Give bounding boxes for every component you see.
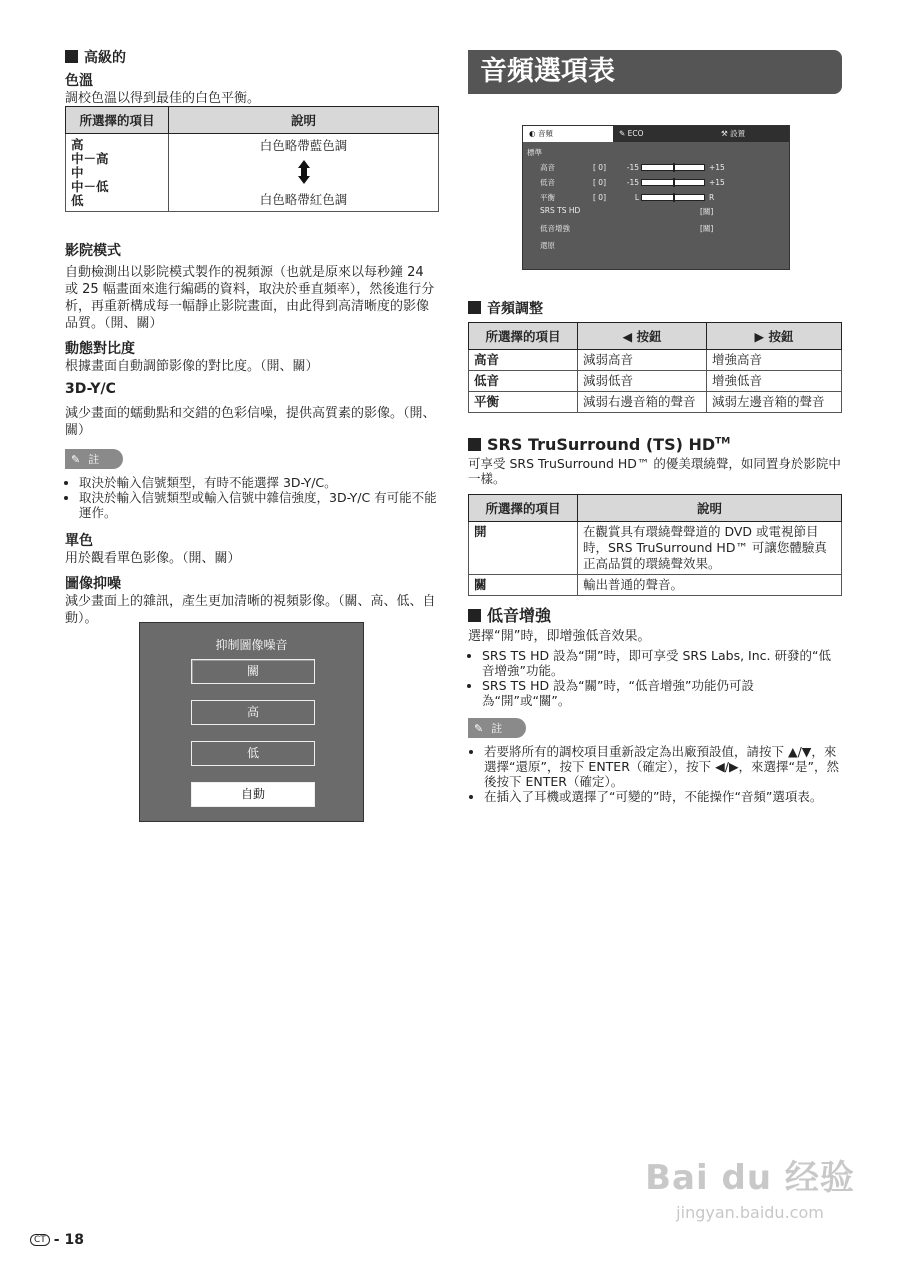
temp-items: 高 中－高 中 中－低 低 xyxy=(66,134,169,212)
slider-knob[interactable] xyxy=(673,193,675,202)
table-header: 所選擇的項目 xyxy=(469,323,578,350)
osd-bass-row[interactable]: 低音增強 [關] xyxy=(540,224,714,233)
page-title-banner: 音頻選項表 xyxy=(468,50,842,94)
watermark-brand: Bai du 经验 xyxy=(645,1158,855,1198)
table-row: 關 輸出普通的聲音。 xyxy=(469,575,842,596)
bass-section xyxy=(468,603,842,804)
slider-track[interactable] xyxy=(641,194,705,201)
color-temp-title: 色溫 xyxy=(65,73,93,89)
srs-table xyxy=(468,494,842,596)
nr-option-off[interactable]: 關 xyxy=(191,659,315,684)
yc-desc: 減少畫面的蠕動點和交錯的色彩信噪，提供高質素的影像。（開、關） xyxy=(65,406,436,438)
up-down-arrow-icon xyxy=(298,160,310,184)
tab-eco[interactable]: ✎ ECO xyxy=(619,129,644,138)
list-item: • 若要將所有的調校項目重新設定為出廠預設值，請按下 ▲/▼，來選擇“還原”，按下 ENTER（確定），按下 ◀/▶，來選擇“是”，然後按下 ENTER（確定）。 xyxy=(484,744,842,789)
slider-knob[interactable] xyxy=(673,178,675,187)
left-column xyxy=(65,47,440,107)
cinema-title: 影院模式 xyxy=(65,243,121,259)
table-header: ◀ 按鈕 xyxy=(578,323,707,350)
contrast-desc: 根據畫面自動調節影像的對比度。（開、關） xyxy=(65,359,319,374)
contrast-title: 動態對比度 xyxy=(65,341,135,357)
pencil-icon: ✎ xyxy=(71,452,81,466)
note-list xyxy=(65,475,440,520)
nr-menu xyxy=(139,622,364,822)
section-heading: 高級的 xyxy=(65,47,440,67)
left-sections xyxy=(65,240,440,627)
osd-slider-row[interactable]: 低音 [ 0] -15 +15 xyxy=(540,178,725,187)
table-header: 說明 xyxy=(578,495,842,522)
slider-track[interactable] xyxy=(641,164,705,171)
srs-title: SRS TruSurround (TS) HD xyxy=(487,435,716,454)
yc-title: 3D-Y/C xyxy=(65,381,116,397)
audio-osd xyxy=(522,125,790,270)
osd-srs-row[interactable]: SRS TS HD [關] xyxy=(540,206,714,216)
table-row: 平衡 減弱右邊音箱的聲音 減弱左邊音箱的聲音 xyxy=(469,392,842,413)
audio-adj-table xyxy=(468,322,842,413)
list-item: • 取決於輸入信號類型，有時不能選擇 3D-Y/C。 xyxy=(79,475,440,490)
table-header: 所選擇的項目 xyxy=(469,495,578,522)
nr-option-high[interactable]: 高 xyxy=(191,700,315,725)
mono-desc: 用於觀看單色影像。（開、關） xyxy=(65,551,241,566)
page-footer: CT - 18 xyxy=(30,1232,84,1248)
tab-setup[interactable]: ⚒ 設置 xyxy=(721,129,746,138)
nr-option-auto-selected[interactable]: 自動 xyxy=(191,782,315,807)
pencil-icon: ✎ xyxy=(474,721,484,735)
list-item: • 在插入了耳機或選擇了“可變的”時，不能操作“音頻”選項表。 xyxy=(484,789,842,804)
list-item: • SRS TS HD 設為“開”時，即可享受 SRS Labs, Inc. 研發的“低音增強”功能。 xyxy=(482,648,842,678)
bass-title: 低音增強 xyxy=(487,606,552,625)
table-header: 所選擇的項目 xyxy=(66,107,169,134)
watermark-url: jingyan.baidu.com xyxy=(676,1203,824,1222)
page-number: 18 xyxy=(64,1232,84,1248)
slider-knob[interactable] xyxy=(673,163,675,172)
list-item: • 取決於輸入信號類型或輸入信號中雜信強度，3D-Y/C 有可能不能運作。 xyxy=(79,490,440,520)
table-header: 說明 xyxy=(169,107,439,134)
osd-slider-row[interactable]: 平衡 [ 0] L R xyxy=(540,193,715,202)
watermark xyxy=(645,1150,855,1222)
osd-slider-row[interactable]: 高音 [ 0] -15 +15 xyxy=(540,163,725,172)
note-badge: ✎ 註 xyxy=(468,718,526,738)
nr-title: 圖像抑噪 xyxy=(65,576,121,592)
srs-section: SRS TruSurround (TS) HD™ 可享受 SRS TruSurround HD™ 的優美環繞聲，如同置身於影院中一樣。 xyxy=(468,435,841,486)
tab-audio[interactable]: ◐ 音頻 xyxy=(523,126,613,142)
nr-desc: 減少畫面上的雜訊，產生更加清晰的視頻影像。（關、高、低、自動）。 xyxy=(65,594,436,626)
table-row: 開 在觀賞具有環繞聲聲道的 DVD 或電視節目時，SRS TruSurround HD™ 可讓您體驗真正高品質的環繞聲效果。 xyxy=(469,522,842,575)
temp-desc: 白色略帶藍色調 白色略帶紅色調 xyxy=(169,134,439,212)
color-temp-desc: 調校色溫以得到最佳的白色平衡。 xyxy=(65,91,261,106)
osd-mode: 標準 xyxy=(527,148,542,157)
nr-menu-title: 抑制圖像噪音 xyxy=(215,638,288,652)
mono-title: 單色 xyxy=(65,533,93,549)
bass-notes xyxy=(468,648,842,708)
srs-desc: 可享受 SRS TruSurround HD™ 的優美環繞聲，如同置身於影院中一樣。 xyxy=(468,456,841,486)
note-badge: ✎ 註 xyxy=(65,449,123,469)
bass-desc: 選擇“開”時，即增強低音效果。 xyxy=(468,629,651,644)
table-header: ▶ 按鈕 xyxy=(707,323,842,350)
osd-tabs xyxy=(523,126,789,142)
osd-reset-row[interactable]: 還原 xyxy=(540,241,555,250)
nr-option-low[interactable]: 低 xyxy=(191,741,315,766)
cinema-desc: 自動檢測出以影院模式製作的視頻源（也就是原來以每秒鐘 24 或 25 幅畫面來進行編碼的資料，取決於垂直頻率），然後進行分析，再重新構成每一幅靜止影院畫面，由此得到高清晰度的影像品質。（開、關） xyxy=(65,265,435,331)
list-item: • SRS TS HD 設為“關”時，“低音增強”功能仍可設為“開”或“關”。 xyxy=(482,678,842,708)
color-temp-table xyxy=(65,106,439,212)
table-row: 低音 減弱低音 增強低音 xyxy=(469,371,842,392)
table-row: 高音 減弱高音 增強高音 xyxy=(469,350,842,371)
audio-adj-heading: 音頻調整 xyxy=(468,298,543,318)
note-list xyxy=(468,744,842,804)
slider-track[interactable] xyxy=(641,179,705,186)
lang-badge: CT xyxy=(30,1234,50,1246)
